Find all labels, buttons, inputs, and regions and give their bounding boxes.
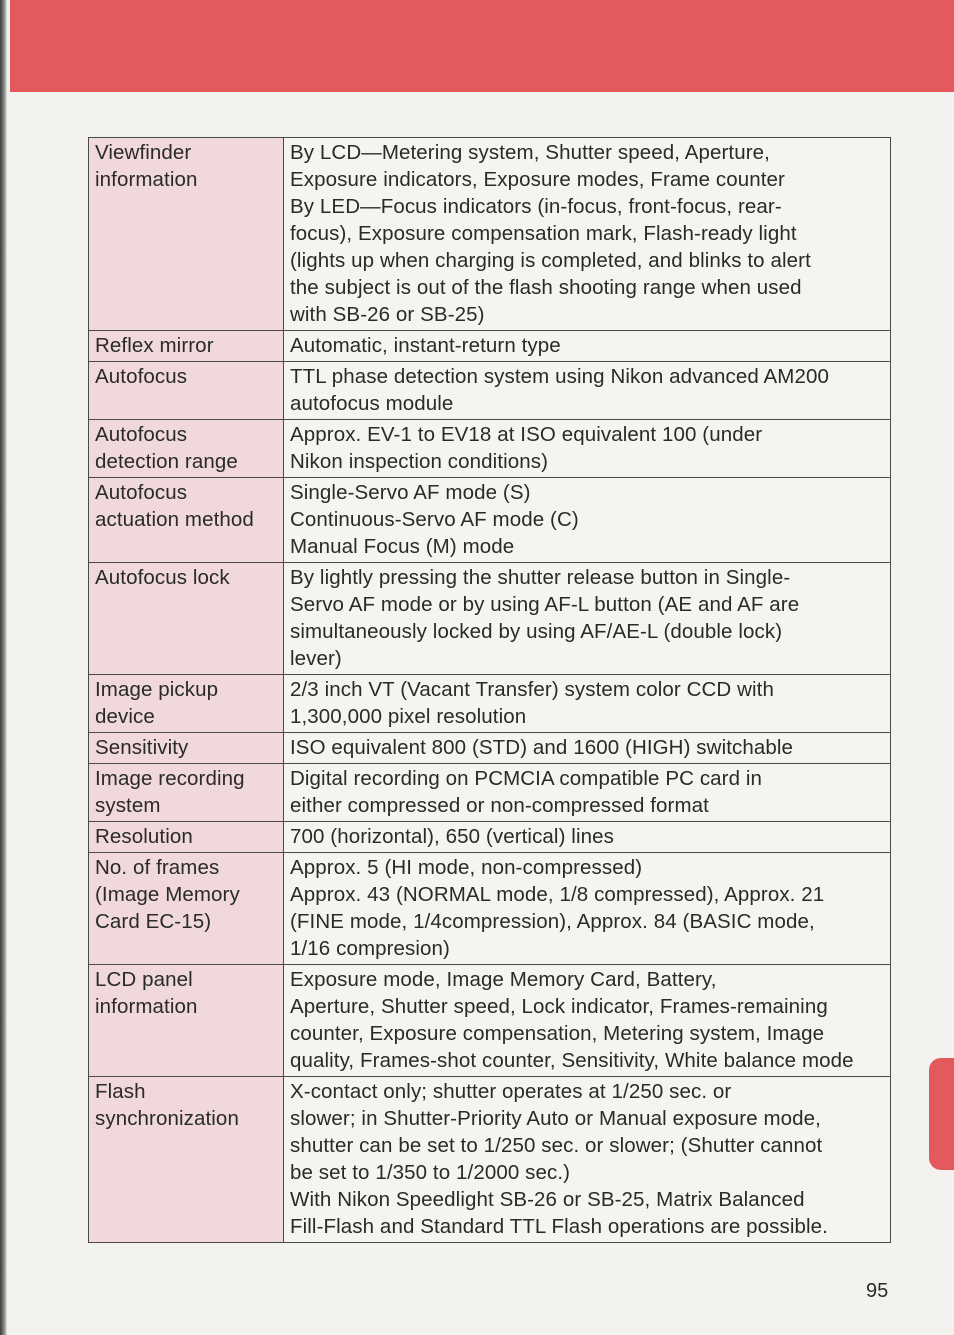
spec-row	[89, 331, 891, 362]
spec-label-line: Autofocus	[95, 481, 188, 504]
spec-value-line: By LED—Focus indicators (in-focus, front-focus, rear-	[290, 195, 782, 218]
spec-value-line: Continuous-Servo AF mode (C)	[290, 508, 579, 531]
spec-label-line: Reflex mirror	[95, 334, 214, 357]
spec-value-line: Approx. 43 (NORMAL mode, 1/8 compressed), Approx. 21	[290, 883, 825, 906]
spec-label-line: Resolution	[95, 825, 193, 848]
section-thumb-tab	[929, 1058, 954, 1170]
spec-value-cell	[284, 362, 891, 420]
page-number: 95	[866, 1280, 889, 1302]
spec-value-line: lever)	[290, 647, 342, 670]
spec-label-line: Autofocus	[95, 365, 188, 388]
spec-value-cell	[284, 675, 891, 733]
spec-row	[89, 675, 891, 733]
spec-row	[89, 563, 891, 675]
specifications-table	[88, 137, 891, 1243]
spec-value-line: X-contact only; shutter operates at 1/250 sec. or	[290, 1080, 732, 1103]
spec-label-line: device	[95, 705, 155, 728]
spec-value-cell	[284, 138, 891, 331]
spec-label-line: information	[95, 995, 198, 1018]
spec-row	[89, 138, 891, 331]
spec-label-line: Image recording	[95, 767, 245, 790]
specifications-table-body	[89, 138, 891, 1243]
spec-value-cell	[284, 965, 891, 1077]
spec-label-cell	[89, 1077, 284, 1243]
spec-row	[89, 420, 891, 478]
spec-label-line: (Image Memory	[95, 883, 240, 906]
spec-value-line: By LCD—Metering system, Shutter speed, Aperture,	[290, 141, 770, 164]
spec-label-line: actuation method	[95, 508, 254, 531]
spec-label-cell	[89, 362, 284, 420]
spec-label-line: Card EC-15)	[95, 910, 212, 933]
spec-label-cell	[89, 563, 284, 675]
spec-value-line: Nikon inspection conditions)	[290, 450, 549, 473]
spec-value-line: the subject is out of the flash shooting range when used	[290, 276, 802, 299]
spec-label-cell	[89, 965, 284, 1077]
spec-value-line: 1/16 compresion)	[290, 937, 450, 960]
spec-value-line: (FINE mode, 1/4compression), Approx. 84 (BASIC mode,	[290, 910, 815, 933]
spec-value-line: Approx. EV-1 to EV18 at ISO equivalent 100 (under	[290, 423, 763, 446]
spec-value-line: With Nikon Speedlight SB-26 or SB-25, Matrix Balanced	[290, 1188, 805, 1211]
spec-label-line: LCD panel	[95, 968, 193, 991]
spec-value-line: 700 (horizontal), 650 (vertical) lines	[290, 825, 614, 848]
spec-value-line: autofocus module	[290, 392, 454, 415]
spec-label-line: system	[95, 794, 161, 817]
spec-label-cell	[89, 478, 284, 563]
spec-value-line: quality, Frames-shot counter, Sensitivity, White balance mode	[290, 1049, 854, 1072]
spec-value-line: shutter can be set to 1/250 sec. or slower; (Shutter cannot	[290, 1134, 823, 1157]
spec-value-line: with SB-26 or SB-25)	[290, 303, 485, 326]
spec-value-cell	[284, 733, 891, 764]
spec-value-cell	[284, 331, 891, 362]
spec-value-line: Fill-Flash and Standard TTL Flash operations are possible.	[290, 1215, 828, 1238]
spec-value-line: 1,300,000 pixel resolution	[290, 705, 527, 728]
spec-value-line: slower; in Shutter-Priority Auto or Manual exposure mode,	[290, 1107, 821, 1130]
spec-value-line: either compressed or non-compressed format	[290, 794, 709, 817]
spec-row	[89, 362, 891, 420]
spec-label-cell	[89, 822, 284, 853]
spec-value-line: Exposure mode, Image Memory Card, Battery,	[290, 968, 717, 991]
spec-value-line: Exposure indicators, Exposure modes, Frame counter	[290, 168, 785, 191]
spec-label-line: Autofocus lock	[95, 566, 230, 589]
spec-value-line: Digital recording on PCMCIA compatible PC card in	[290, 767, 763, 790]
spec-value-cell	[284, 853, 891, 965]
spec-label-cell	[89, 331, 284, 362]
spec-label-line: No. of frames	[95, 856, 220, 879]
spec-label-cell	[89, 675, 284, 733]
spec-label-line: Viewfinder	[95, 141, 192, 164]
spec-label-cell	[89, 138, 284, 331]
spec-value-line: Approx. 5 (HI mode, non-compressed)	[290, 856, 643, 879]
spec-value-line: Aperture, Shutter speed, Lock indicator, Frames-remaining	[290, 995, 828, 1018]
spec-label-line: detection range	[95, 450, 238, 473]
spec-value-line: simultaneously locked by using AF/AE-L (double lock)	[290, 620, 783, 643]
spec-label-cell	[89, 764, 284, 822]
header-color-band	[10, 0, 954, 92]
spec-label-line: Autofocus	[95, 423, 188, 446]
spec-value-line: counter, Exposure compensation, Metering system, Image	[290, 1022, 825, 1045]
spec-label-line: Sensitivity	[95, 736, 189, 759]
spec-value-cell	[284, 1077, 891, 1243]
spec-value-line: focus), Exposure compensation mark, Flash-ready light	[290, 222, 797, 245]
spec-label-cell	[89, 420, 284, 478]
spec-row	[89, 822, 891, 853]
spec-value-line: Servo AF mode or by using AF-L button (AE and AF are	[290, 593, 800, 616]
spec-value-cell	[284, 563, 891, 675]
spec-value-line: be set to 1/350 to 1/2000 sec.)	[290, 1161, 571, 1184]
spec-label-line: Flash	[95, 1080, 146, 1103]
spec-label-line: information	[95, 168, 198, 191]
spec-row	[89, 853, 891, 965]
spec-value-line: 2/3 inch VT (Vacant Transfer) system color CCD with	[290, 678, 774, 701]
spec-value-line: Manual Focus (M) mode	[290, 535, 515, 558]
spec-row	[89, 965, 891, 1077]
spec-label-cell	[89, 733, 284, 764]
spec-row	[89, 733, 891, 764]
spec-value-line: Automatic, instant-return type	[290, 334, 561, 357]
spec-value-line: TTL phase detection system using Nikon advanced AM200	[290, 365, 829, 388]
spec-value-cell	[284, 478, 891, 563]
spec-value-cell	[284, 822, 891, 853]
spec-value-line: (lights up when charging is completed, and blinks to alert	[290, 249, 811, 272]
spec-label-line: synchronization	[95, 1107, 239, 1130]
spec-label-cell	[89, 853, 284, 965]
spec-value-line: Single-Servo AF mode (S)	[290, 481, 531, 504]
spec-row	[89, 478, 891, 563]
spec-row	[89, 764, 891, 822]
page-binding-edge	[0, 0, 7, 1335]
spec-value-cell	[284, 420, 891, 478]
spec-label-line: Image pickup	[95, 678, 219, 701]
spec-value-cell	[284, 764, 891, 822]
spec-value-line: ISO equivalent 800 (STD) and 1600 (HIGH) switchable	[290, 736, 794, 759]
spec-value-line: By lightly pressing the shutter release button in Single-	[290, 566, 791, 589]
spec-row	[89, 1077, 891, 1243]
